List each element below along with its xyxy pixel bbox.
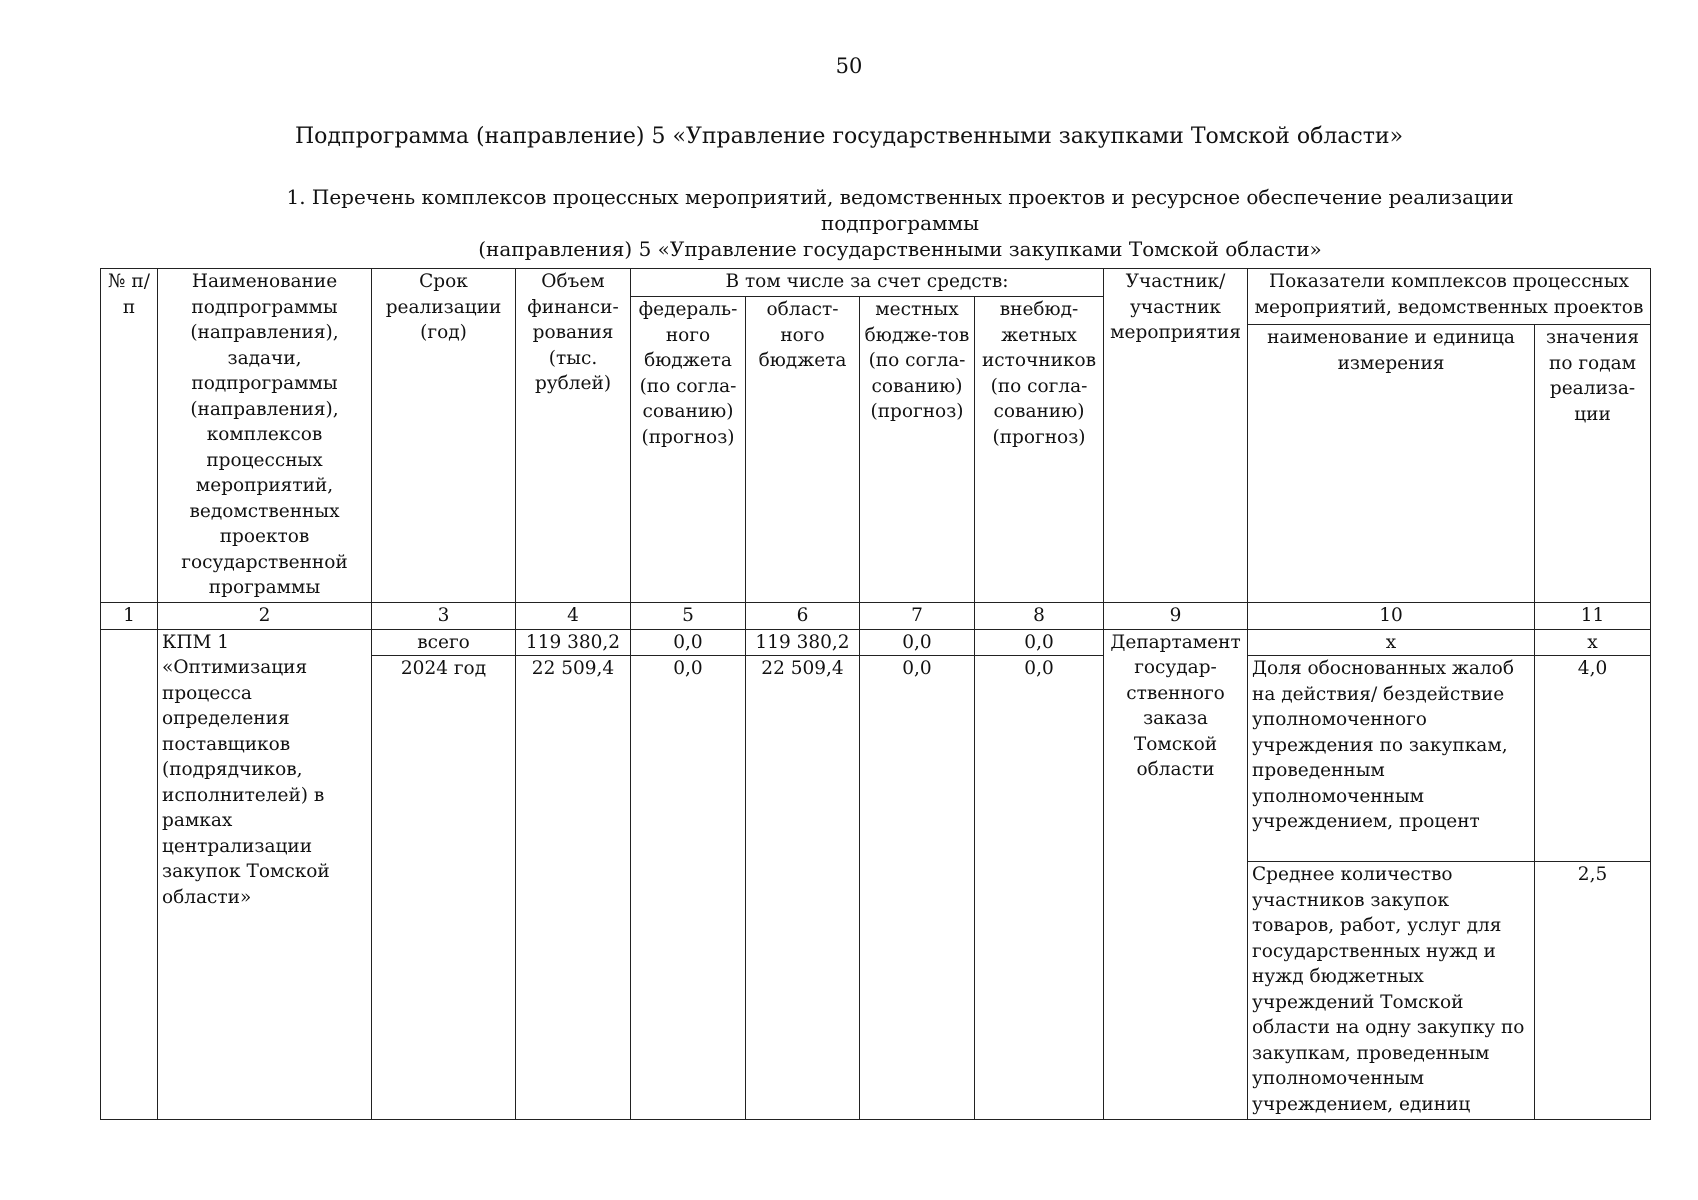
column-number: 4	[516, 603, 631, 630]
header-local: местных бюдже-тов (по согла-сованию) (прогноз)	[860, 297, 975, 603]
kpm-name: КПМ 1 «Оптимизация процесса определения поставщиков (подрядчиков, исполнителей) в рамках централизации закупок Томской области»	[158, 629, 372, 1120]
column-number: 9	[1104, 603, 1248, 630]
table-row-total	[101, 629, 1651, 656]
year-local: 0,0	[860, 656, 975, 1120]
header-name: Наименование подпрограммы (направления), задачи, подпрограммы (направления), комплексов процессных мероприятий, ведомственных проектов государственной программы	[158, 269, 372, 603]
total-indicator: х	[1248, 629, 1535, 656]
year-extrabudget: 0,0	[975, 656, 1104, 1120]
total-federal: 0,0	[631, 629, 746, 656]
header-indicator-name: наименование и единица измерения	[1248, 325, 1535, 603]
header-participant: Участник/ участник мероприятия	[1104, 269, 1248, 603]
indicator-name: Среднее количество участников закупок товаров, работ, услуг для государственных нужд и нужд бюджетных учреждений Томской области на одну закупку по закупкам, проведенным уполномоченным учреждением, единиц	[1248, 862, 1535, 1120]
header-indicator-values: значения по годам реализа-ции	[1535, 325, 1651, 603]
column-number: 6	[746, 603, 860, 630]
total-period: всего	[372, 629, 516, 656]
column-number: 8	[975, 603, 1104, 630]
section-title-line-1: 1. Перечень комплексов процессных мероприятий, ведомственных проектов и ресурсное обеспечение реализации подпрограммы	[286, 185, 1514, 235]
total-indicator-value: х	[1535, 629, 1651, 656]
header-period: Срок реализации (год)	[372, 269, 516, 603]
column-number: 10	[1248, 603, 1535, 630]
header-volume: Объем финанси-рования (тыс. рублей)	[516, 269, 631, 603]
page-number: 50	[835, 54, 863, 78]
column-numbers-row	[101, 603, 1651, 630]
total-extrabudget: 0,0	[975, 629, 1104, 656]
header-extrabudget: внебюд-жетных источников (по согла-сованию) (прогноз)	[975, 297, 1104, 603]
column-number: 11	[1535, 603, 1651, 630]
year-period: 2024 год	[372, 656, 516, 1120]
total-regional: 119 380,2	[746, 629, 860, 656]
column-number: 1	[101, 603, 158, 630]
column-number: 7	[860, 603, 975, 630]
column-number: 2	[158, 603, 372, 630]
total-volume: 119 380,2	[516, 629, 631, 656]
header-number: № п/п	[101, 269, 158, 603]
subprogram-title: Подпрограмма (направление) 5 «Управление государственными закупками Томской области»	[294, 124, 1404, 149]
header-federal: федераль-ного бюджета (по согла-сованию) (прогноз)	[631, 297, 746, 603]
indicator-value: 4,0	[1535, 656, 1651, 862]
column-number: 5	[631, 603, 746, 630]
section-title	[210, 184, 1590, 262]
column-number: 3	[372, 603, 516, 630]
header-indicators-group: Показатели комплексов процессных мероприятий, ведомственных проектов	[1248, 269, 1651, 325]
section-title-line-2: (направления) 5 «Управление государственными закупками Томской области»	[478, 237, 1322, 261]
year-volume: 22 509,4	[516, 656, 631, 1120]
total-local: 0,0	[860, 629, 975, 656]
kpm-number-cell	[101, 629, 158, 1120]
resource-table	[100, 268, 1651, 1120]
header-sources-group: В том числе за счет средств:	[631, 269, 1104, 297]
header-regional: област-ного бюджета	[746, 297, 860, 603]
indicator-name: Доля обоснованных жалоб на действия/ бездействие уполномоченного учреждения по закупкам, проведенным уполномоченным учреждением, процент	[1248, 656, 1535, 862]
kpm-participant: Департамент государ-ственного заказа Томской области	[1104, 629, 1248, 1120]
year-federal: 0,0	[631, 656, 746, 1120]
year-regional: 22 509,4	[746, 656, 860, 1120]
indicator-value: 2,5	[1535, 862, 1651, 1120]
